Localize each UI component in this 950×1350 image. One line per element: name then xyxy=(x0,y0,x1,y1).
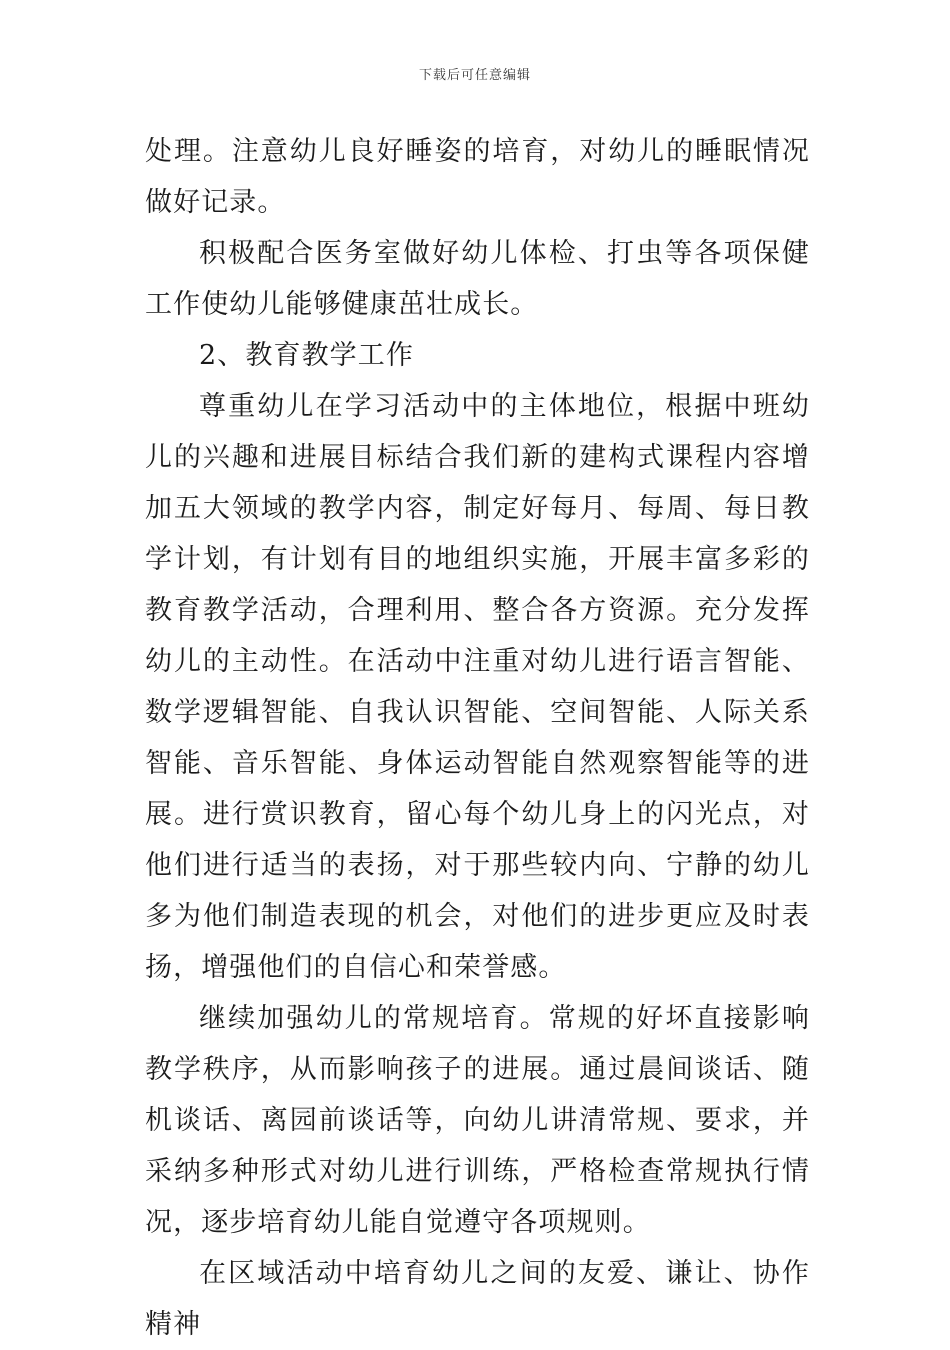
paragraph-health-care: 积极配合医务室做好幼儿体检、打虫等各项保健工作使幼儿能够健康茁壮成长。 xyxy=(145,238,810,320)
section-heading-teaching: 2、教育教学工作 xyxy=(199,340,414,371)
paragraph-routine-training: 继续加强幼儿的常规培育。常规的好坏直接影响教学秩序，从而影响孩子的进展。通过晨间谈话、随机谈话、离园前谈话等，向幼儿讲清常规、要求，并采纳多种形式对幼儿进行训练，严格检查常规执行情况，逐步培育幼儿能自觉遵守各项规则。 xyxy=(145,1003,810,1238)
paragraph-area-activities: 在区域活动中培育幼儿之间的友爱、谦让、协作精神 xyxy=(145,1258,810,1340)
page-header: 下载后可任意编辑 xyxy=(418,68,531,83)
paragraph-sleep-continuation: 处理。注意幼儿良好睡姿的培育，对幼儿的睡眠情况做好记录。 xyxy=(145,136,810,218)
document-body xyxy=(145,126,810,1350)
paragraph-teaching-activities: 尊重幼儿在学习活动中的主体地位，根据中班幼儿的兴趣和进展目标结合我们新的建构式课程内容增加五大领域的教学内容，制定好每月、每周、每日教学计划，有计划有目的地组织实施，开展丰富多彩的教育教学活动，合理利用、整合各方资源。充分发挥幼儿的主动性。在活动中注重对幼儿进行语言智能、数学逻辑智能、自我认识智能、空间智能、人际关系智能、音乐智能、身体运动智能自然观察智能等的进展。进行赏识教育，留心每个幼儿身上的闪光点，对他们进行适当的表扬，对于那些较内向、宁静的幼儿多为他们制造表现的机会，对他们的进步更应及时表扬，增强他们的自信心和荣誉感。 xyxy=(145,391,810,983)
